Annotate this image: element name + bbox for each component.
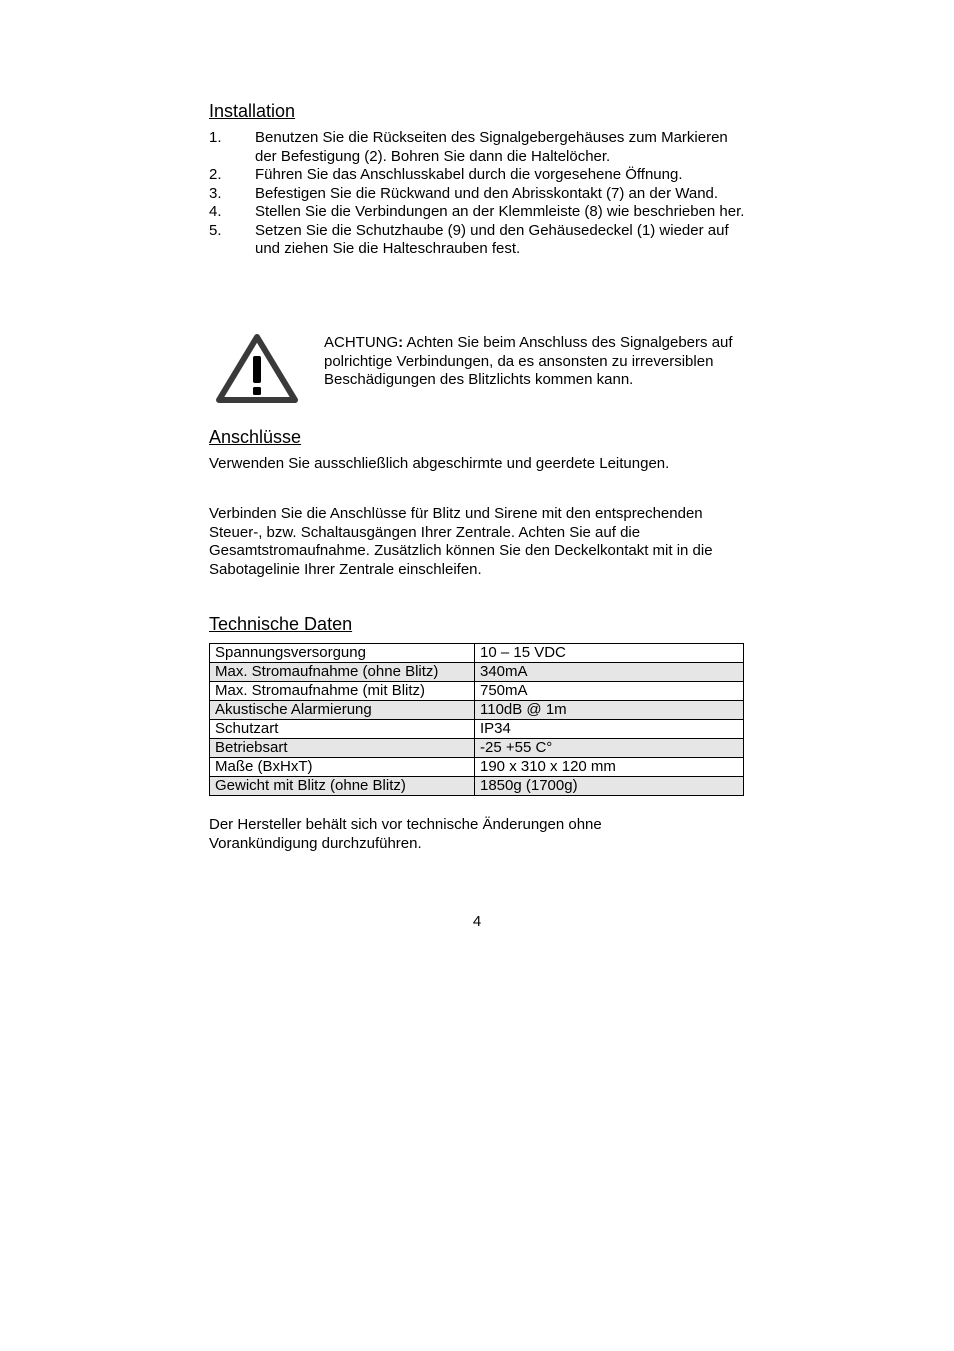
- list-item: [209, 166, 749, 185]
- table-row: [210, 663, 744, 682]
- table-row: [210, 739, 744, 758]
- step-text: Benutzen Sie die Rückseiten des Signalgebergehäuses zum Markieren der Befestigung (2). Bohren Sie dann die Haltelöcher.: [255, 129, 728, 165]
- spec-label: Schutzart: [210, 720, 475, 739]
- table-row: [210, 777, 744, 796]
- step-number: 2.: [209, 166, 222, 183]
- list-item: [209, 185, 749, 204]
- list-item: [209, 203, 749, 222]
- spec-value: -25 +55 C°: [475, 739, 744, 758]
- spec-label: Betriebsart: [210, 739, 475, 758]
- specs-table: [209, 643, 744, 796]
- spec-value: 750mA: [475, 682, 744, 701]
- spec-value: 10 – 15 VDC: [475, 644, 744, 663]
- spec-label: Akustische Alarmierung: [210, 701, 475, 720]
- anschluesse-paragraph-2: Verbinden Sie die Anschlüsse für Blitz und Sirene mit den entsprechenden Steuer-, bzw. Schaltausgängen Ihrer Zentrale. Achten Sie auf die Gesamtstromaufnahme. Zusätzlich können Sie den Deckelkontakt mit in die Sabotagelinie Ihrer Zentrale einschleifen.: [209, 505, 713, 578]
- spec-value: 190 x 310 x 120 mm: [475, 758, 744, 777]
- page-number: 4: [472, 913, 482, 930]
- spec-label: Gewicht mit Blitz (ohne Blitz): [210, 777, 475, 796]
- technische-daten-heading: Technische Daten: [209, 614, 353, 634]
- list-item: [209, 222, 749, 259]
- step-text: Setzen Sie die Schutzhaube (9) und den Gehäusedeckel (1) wieder auf und ziehen Sie die Halteschrauben fest.: [255, 221, 729, 257]
- installation-heading: Installation: [209, 101, 296, 121]
- installation-steps: [209, 129, 749, 259]
- table-row: [210, 682, 744, 701]
- warning-box: [209, 334, 749, 408]
- table-row: [210, 720, 744, 739]
- step-number: 1.: [209, 129, 222, 146]
- step-text: Stellen Sie die Verbindungen an der Klemmleiste (8) wie beschrieben her.: [255, 203, 745, 220]
- step-number: 3.: [209, 184, 222, 202]
- table-row: [210, 701, 744, 720]
- step-text: Befestigen Sie die Rückwand und den Abrisskontakt (7) an der Wand.: [255, 184, 719, 202]
- spec-value: 110dB @ 1m: [475, 701, 744, 720]
- warning-triangle-icon: [216, 334, 298, 404]
- step-number: 5.: [209, 221, 222, 239]
- step-number: 4.: [209, 203, 222, 220]
- spec-label: Max. Stromaufnahme (ohne Blitz): [210, 663, 475, 682]
- anschluesse-heading: Anschlüsse: [209, 427, 302, 447]
- warning-label: ACHTUNG: [324, 334, 399, 351]
- table-row: [210, 644, 744, 663]
- spec-value: 340mA: [475, 663, 744, 682]
- spec-value: IP34: [475, 720, 744, 739]
- list-item: [209, 129, 749, 166]
- spec-value: 1850g (1700g): [475, 777, 744, 796]
- warning-colon: :: [398, 334, 404, 351]
- step-text: Führen Sie das Anschlusskabel durch die vorgesehene Öffnung.: [255, 166, 683, 183]
- anschluesse-paragraph-1: Verwenden Sie ausschließlich abgeschirmte und geerdete Leitungen.: [209, 455, 670, 472]
- warning-message: Achten Sie beim Anschluss des Signalgebers auf polrichtige Verbindungen, da es ansonsten zu irreversiblen Beschädigungen des Blitzlichts kommen kann.: [324, 334, 733, 388]
- spec-label: Spannungsversorgung: [210, 644, 475, 663]
- table-row: [210, 758, 744, 777]
- spec-label: Max. Stromaufnahme (mit Blitz): [210, 682, 475, 701]
- spec-label: Maße (BxHxT): [210, 758, 475, 777]
- disclaimer-note: Der Hersteller behält sich vor technische Änderungen ohne Vorankündigung durchzuführen.: [209, 816, 602, 852]
- warning-text: [324, 334, 749, 390]
